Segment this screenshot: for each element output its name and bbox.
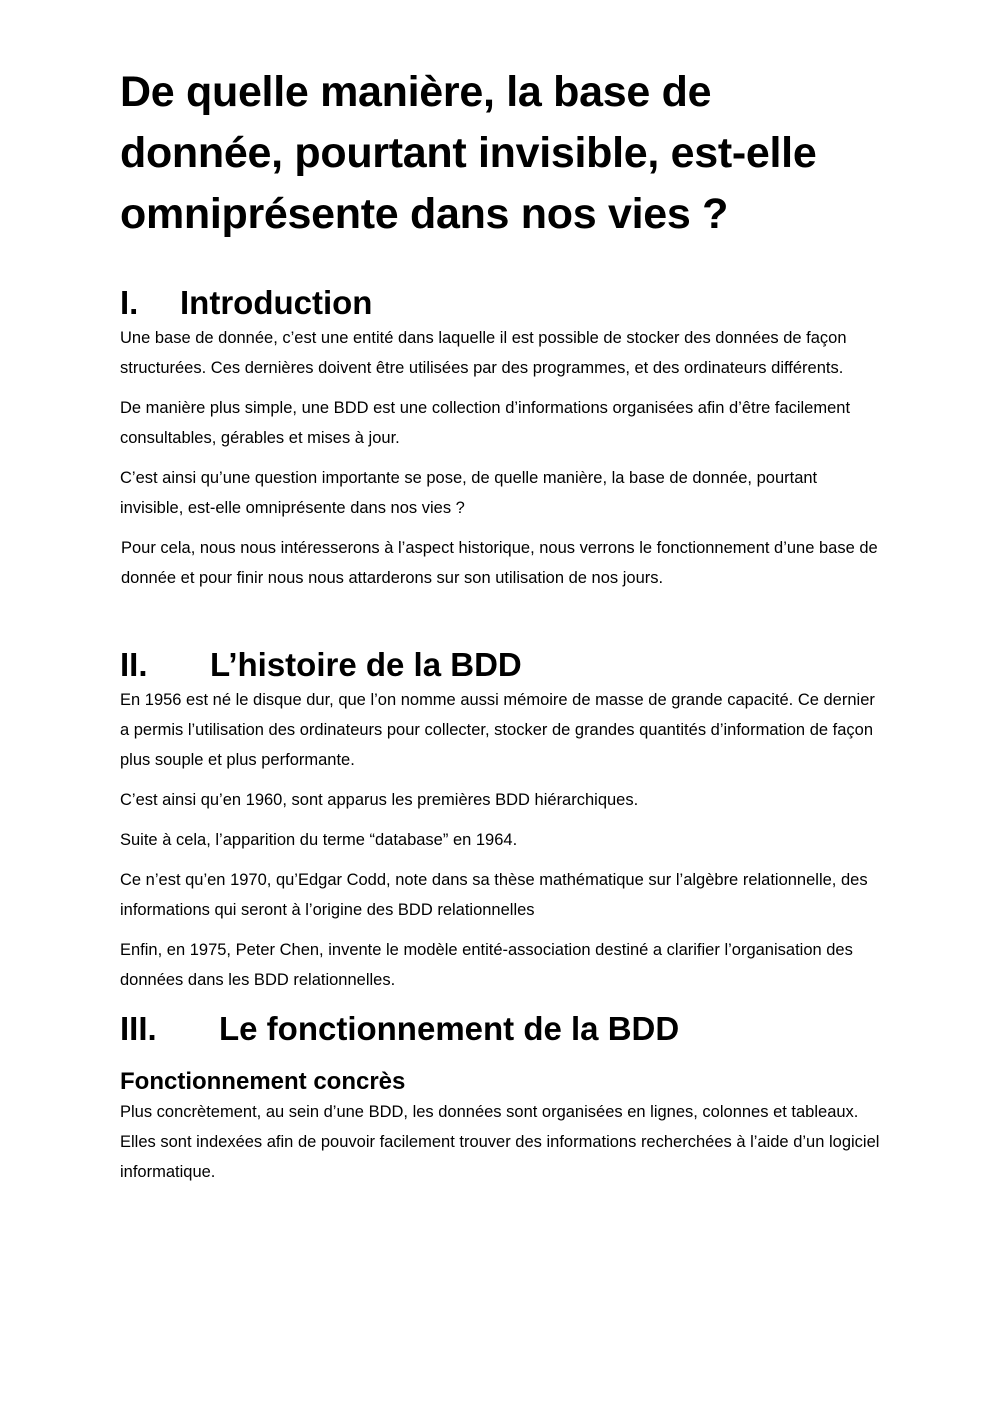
- section-heading-text: Le fonctionnement de la BDD: [219, 1010, 680, 1047]
- subsection-heading-concret: Fonctionnement concrès: [120, 1068, 406, 1095]
- section-heading-text: L’histoire de la BDD: [210, 646, 522, 683]
- section-heading-text: Introduction: [180, 284, 373, 321]
- paragraph: Suite à cela, l’apparition du terme “database” en 1964.: [120, 831, 518, 849]
- paragraph: Plus concrètement, au sein d’une BDD, les données sont organisées en lignes, colonnes et tableaux. Elles sont indexées afin de pouvoir facilement trouver des informations recherchées à l’aide d’un logiciel informatique.: [120, 1103, 880, 1181]
- paragraph: C’est ainsi qu’une question importante se pose, de quelle manière, la base de donnée, pourtant invisible, est-elle omniprésente dans nos vies ?: [120, 469, 818, 517]
- paragraph: De manière plus simple, une BDD est une collection d’informations organisées afin d’être facilement consultables, gérables et mises à jour.: [120, 399, 851, 447]
- section-heading-introduction: [120, 283, 884, 323]
- paragraph: C’est ainsi qu’en 1960, sont apparus les premières BDD hiérarchiques.: [120, 791, 639, 809]
- paragraph: En 1956 est né le disque dur, que l’on nomme aussi mémoire de masse de grande capacité. Ce dernier a permis l’utilisation des ordinateurs pour collecter, stocker de grandes quantités d’information de façon plus souple et plus performante.: [120, 691, 875, 769]
- paragraph: Enfin, en 1975, Peter Chen, invente le modèle entité-association destiné a clarifier l’organisation des données dans les BDD relationnelles.: [120, 941, 853, 989]
- section-heading-fonctionnement: [120, 1009, 884, 1049]
- section-introduction: [120, 283, 884, 593]
- section-number: I.: [120, 284, 139, 321]
- document-title: De quelle manière, la base de donnée, pourtant invisible, est-elle omniprésente dans nos vies ?: [120, 68, 817, 238]
- paragraph: Une base de donnée, c’est une entité dans laquelle il est possible de stocker des données de façon structurées. Ces dernières doivent être utilisées par des programmes, et des ordinateurs différents.: [120, 329, 847, 377]
- paragraph: Ce n’est qu’en 1970, qu’Edgar Codd, note dans sa thèse mathématique sur l’algèbre relationnelle, des informations qui seront à l’origine des BDD relationnelles: [120, 871, 868, 919]
- section-number: III.: [120, 1010, 157, 1047]
- section-heading-histoire: [120, 645, 884, 685]
- section-number: II.: [120, 646, 148, 683]
- paragraph: Pour cela, nous nous intéresserons à l’aspect historique, nous verrons le fonctionnement d’une base de donnée et pour finir nous nous attarderons sur son utilisation de nos jours.: [121, 539, 878, 587]
- section-histoire: [120, 645, 884, 995]
- section-fonctionnement: [120, 1009, 884, 1187]
